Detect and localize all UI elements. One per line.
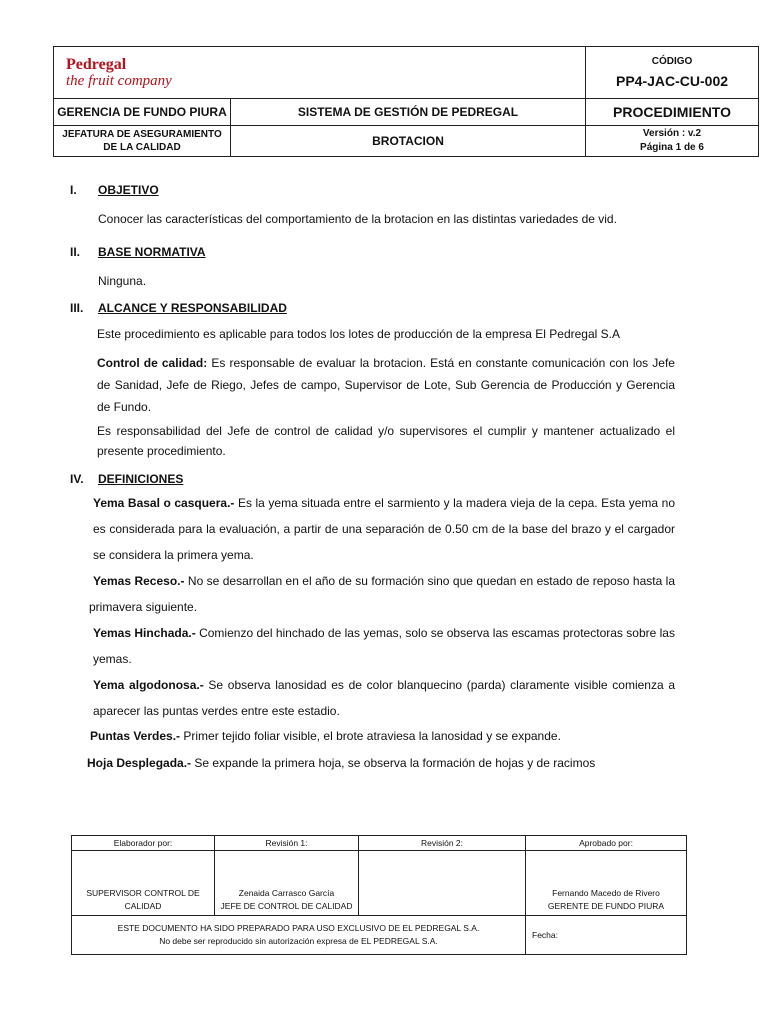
approval-table (71, 835, 687, 955)
aprobado-signature (526, 851, 687, 916)
section-title: DEFINICIONES (98, 472, 184, 486)
definition-yemas-hinchada (93, 620, 675, 672)
definition-yema-algodonosa (93, 672, 675, 724)
confidentiality-notice (72, 916, 526, 955)
section-title: OBJETIVO (98, 183, 159, 197)
definition-yema-basal (93, 490, 675, 568)
definition-text: Comienzo del hinchado de las yemas, solo se observa las escamas protectoras sobre las yemas. (93, 626, 675, 666)
section-definiciones-heading (70, 472, 750, 486)
definition-yemas-receso (89, 568, 675, 620)
elaborador-role: SUPERVISOR CONTROL DE CALIDAD (86, 888, 200, 911)
section-number: IV. (70, 472, 84, 486)
section-number: III. (70, 301, 84, 315)
doc-title-cell: BROTACION (231, 126, 586, 157)
fecha-field: Fecha: (526, 916, 687, 955)
section-number: I. (70, 183, 77, 197)
section-alcance-heading (70, 301, 750, 315)
jefatura-cell: JEFATURA DE ASEGURAMIENTO DE LA CALIDAD (54, 126, 231, 157)
section-title: BASE NORMATIVA (98, 245, 206, 259)
revision1-signature (215, 851, 359, 916)
base-text: Ninguna. (98, 274, 147, 288)
notice-line-2: No debe ser reproducido sin autorización expresa de EL PEDREGAL S.A. (159, 936, 438, 946)
code-label: CÓDIGO (651, 56, 693, 67)
aprobado-role: GERENTE DE FUNDO PIURA (547, 901, 665, 911)
alcance-paragraph-3: Es responsabilidad del Jefe de control de calidad y/o supervisores el cumplir y mantener actualizado el presente procedimiento. (97, 424, 675, 458)
aprobado-header: Aprobado por: (526, 836, 687, 851)
definition-text: Primer tejido foliar visible, el brote atraviesa la lanosidad y se expande. (180, 729, 561, 743)
revision1-role: JEFE DE CONTROL DE CALIDAD (220, 901, 353, 911)
logo-name: Pedregal (66, 56, 127, 73)
section-number: II. (70, 245, 81, 259)
logo-tagline: the fruit company (66, 73, 172, 89)
page-number: Página 1 de 6 (640, 142, 704, 153)
control-calidad-term: Control de calidad: (97, 356, 208, 370)
sistema-cell: SISTEMA DE GESTIÓN DE PEDREGAL (231, 99, 586, 126)
document-header-table (53, 46, 759, 157)
version-text: Versión : v.2 (642, 128, 702, 139)
definition-puntas-verdes (90, 726, 690, 746)
objetivo-text: Conocer las características del comportamiento de la brotacion en las distintas variedades de vid. (98, 212, 617, 226)
version-cell (586, 126, 759, 157)
revision2-signature (359, 851, 526, 916)
alcance-paragraph-1: Este procedimiento es aplicable para todos los lotes de producción de la empresa El Pedregal S.A (97, 327, 620, 341)
section-base-heading (70, 245, 750, 259)
revision1-header: Revisión 1: (215, 836, 359, 851)
definition-hoja-desplegada (87, 753, 707, 773)
section-title: ALCANCE Y RESPONSABILIDAD (98, 301, 287, 315)
definition-term: Yema Basal o casquera.- (93, 496, 235, 510)
definition-text: Se expande la primera hoja, se observa la formación de hojas y de racimos (191, 756, 596, 770)
definition-term: Hoja Desplegada.- (87, 756, 192, 770)
code-value: PP4-JAC-CU-002 (615, 73, 729, 89)
doc-type-cell: PROCEDIMIENTO (586, 99, 759, 126)
definition-term: Yema algodonosa.- (93, 678, 204, 692)
company-logo (54, 47, 586, 99)
definition-text: No se desarrollan en el año de su formación sino que quedan en estado de reposo hasta la primavera siguiente. (89, 574, 676, 614)
definition-text: Se observa lanosidad es de color blanquecino (parda) claramente visible comienza a aparecer las puntas verdes entre este estadio. (93, 678, 676, 718)
code-cell (586, 47, 759, 99)
definition-text: Es la yema situada entre el sarmiento y la madera vieja de la cepa. Esta yema no es considerada para la evaluación, a partir de una separación de 0.50 cm de la base del brazo y el cargador se considera la primera yema. (93, 496, 675, 562)
notice-line-1: ESTE DOCUMENTO HA SIDO PREPARADO PARA USO EXCLUSIVO DE EL PEDREGAL S.A. (117, 923, 480, 933)
control-calidad-text: Es responsable de evaluar la brotacion. Está en constante comunicación con los Jefe de Sanidad, Jefe de Riego, Jefes de campo, Supervisor de Lote, Sub Gerencia de Producción y Gerencia de Fundo. (97, 356, 675, 414)
revision2-header: Revisión 2: (359, 836, 526, 851)
alcance-paragraph-2 (97, 352, 675, 418)
definition-term: Yemas Hinchada.- (93, 626, 196, 640)
elaborador-header: Elaborador por: (72, 836, 215, 851)
definition-term: Yemas Receso.- (93, 574, 185, 588)
gerencia-cell: GERENCIA DE FUNDO PIURA (54, 99, 231, 126)
aprobado-name: Fernando Macedo de Rivero (552, 888, 660, 898)
revision1-name: Zenaida Carrasco García (238, 888, 335, 898)
definition-term: Puntas Verdes.- (90, 729, 181, 743)
section-objetivo-heading (70, 183, 750, 197)
elaborador-signature (72, 851, 215, 916)
